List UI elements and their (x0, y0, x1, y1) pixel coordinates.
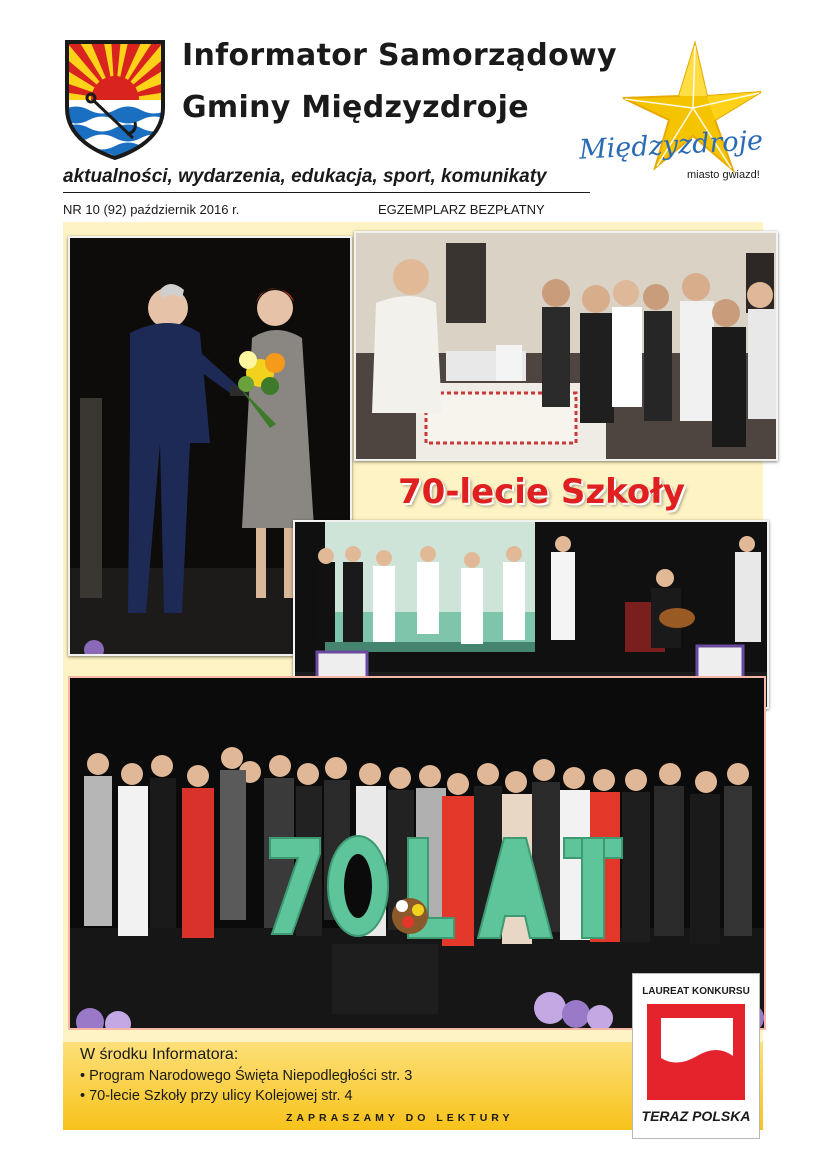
badge-bottom-text: TERAZ POLSKA (641, 1108, 751, 1124)
free-copy-label: EGZEMPLARZ BEZPŁATNY (378, 202, 545, 217)
photo-cake-cutting (354, 231, 778, 461)
inside-item-2: • 70-lecie Szkoły przy ulicy Kolejowej str. 4 (80, 1088, 353, 1104)
logo-subtitle: miasto gwiazd! (687, 169, 760, 181)
headline: 70-lecie Szkoły (398, 472, 685, 512)
invite-text: ZAPRASZAMY DO LEKTURY (286, 1112, 514, 1124)
inside-title: W środku Informatora: (80, 1046, 239, 1063)
header-rule (63, 192, 590, 193)
inside-item-1: • Program Narodowego Święta Niepodległości str. 3 (80, 1068, 413, 1084)
coat-of-arms-icon (63, 38, 167, 160)
coat-of-arms (63, 38, 167, 160)
teraz-polska-flag-icon (647, 1004, 745, 1100)
issue-number-date: NR 10 (92) październik 2016 r. (63, 202, 240, 217)
masthead-title-line1: Informator Samorządowy (182, 38, 617, 73)
tagline: aktualności, wydarzenia, edukacja, sport, komunikaty (63, 166, 547, 187)
masthead-title-line2: Gminy Międzyzdroje (182, 90, 529, 125)
logo-script-text: Międzyzdroje (578, 125, 764, 166)
badge-top-text: LAUREAT KONKURSU (642, 986, 750, 997)
star-icon (575, 38, 775, 188)
miedzyzdroje-logo (575, 38, 775, 188)
teraz-polska-badge (632, 973, 760, 1139)
